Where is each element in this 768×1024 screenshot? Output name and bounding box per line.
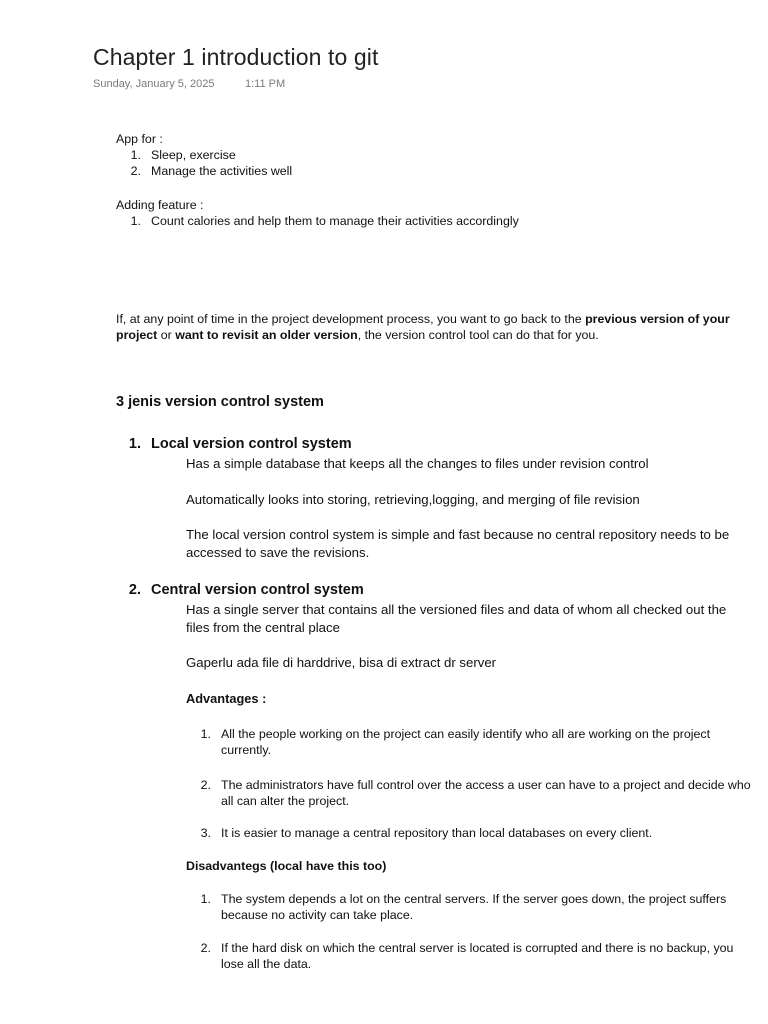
page-title: Chapter 1 introduction to git <box>93 44 379 70</box>
list-item: Manage the activities well <box>151 164 293 178</box>
list-number: 1. <box>130 214 141 228</box>
local-paragraph-1: Has a simple database that keeps all the changes to files under revision control <box>186 456 649 471</box>
list-number: 2. <box>200 778 211 792</box>
app-for-label: App for : <box>116 132 163 146</box>
list-number: 1. <box>200 727 211 741</box>
advantage-item: It is easier to manage a central repository than local databases on every client. <box>221 826 653 840</box>
disadvantage-item: The system depends a lot on the central servers. If the server goes down, the project suffers because no activity can take place. <box>221 892 727 922</box>
page-date: Sunday, January 5, 2025 <box>93 78 215 90</box>
list-number: 1. <box>200 892 211 906</box>
list-number: 1. <box>130 148 141 162</box>
heading-number: 1. <box>128 436 141 452</box>
list-number: 3. <box>200 826 211 840</box>
list-item: Count calories and help them to manage their activities accordingly <box>151 214 519 228</box>
local-paragraph-2: Automatically looks into storing, retrieving,logging, and merging of file revision <box>186 492 640 507</box>
central-paragraph-1: Has a single server that contains all the versioned files and data of whom all checked out the files from the central place <box>186 602 727 635</box>
intro-paragraph: If, at any point of time in the project development process, you want to go back to the previous version of your project or want to revisit an older version, the version control tool can do that for you. <box>116 312 730 342</box>
local-vcs-heading: Local version control system <box>151 436 352 452</box>
list-number: 2. <box>130 164 141 178</box>
advantage-item: All the people working on the project can easily identify who all are working on the project currently. <box>221 727 711 757</box>
central-paragraph-2: Gaperlu ada file di harddrive, bisa di extract dr server <box>186 655 497 670</box>
central-vcs-heading: Central version control system <box>151 582 364 598</box>
disadvantage-item: If the hard disk on which the central server is located is corrupted and there is no backup, you lose all the data. <box>221 941 734 971</box>
vcs-heading: 3 jenis version control system <box>116 394 324 410</box>
advantage-item: The administrators have full control over the access a user can have to a project and decide who all can alter the project. <box>221 778 751 808</box>
advantages-label: Advantages : <box>186 691 267 706</box>
adding-feature-label: Adding feature : <box>116 198 204 212</box>
page-time: 1:11 PM <box>245 78 286 90</box>
list-number: 2. <box>200 941 211 955</box>
list-item: Sleep, exercise <box>151 148 236 162</box>
heading-number: 2. <box>128 582 141 598</box>
local-paragraph-3: The local version control system is simple and fast because no central repository needs to be accessed to save the revisions. <box>186 527 730 560</box>
disadvantages-label: Disadvantegs (local have this too) <box>186 859 387 873</box>
